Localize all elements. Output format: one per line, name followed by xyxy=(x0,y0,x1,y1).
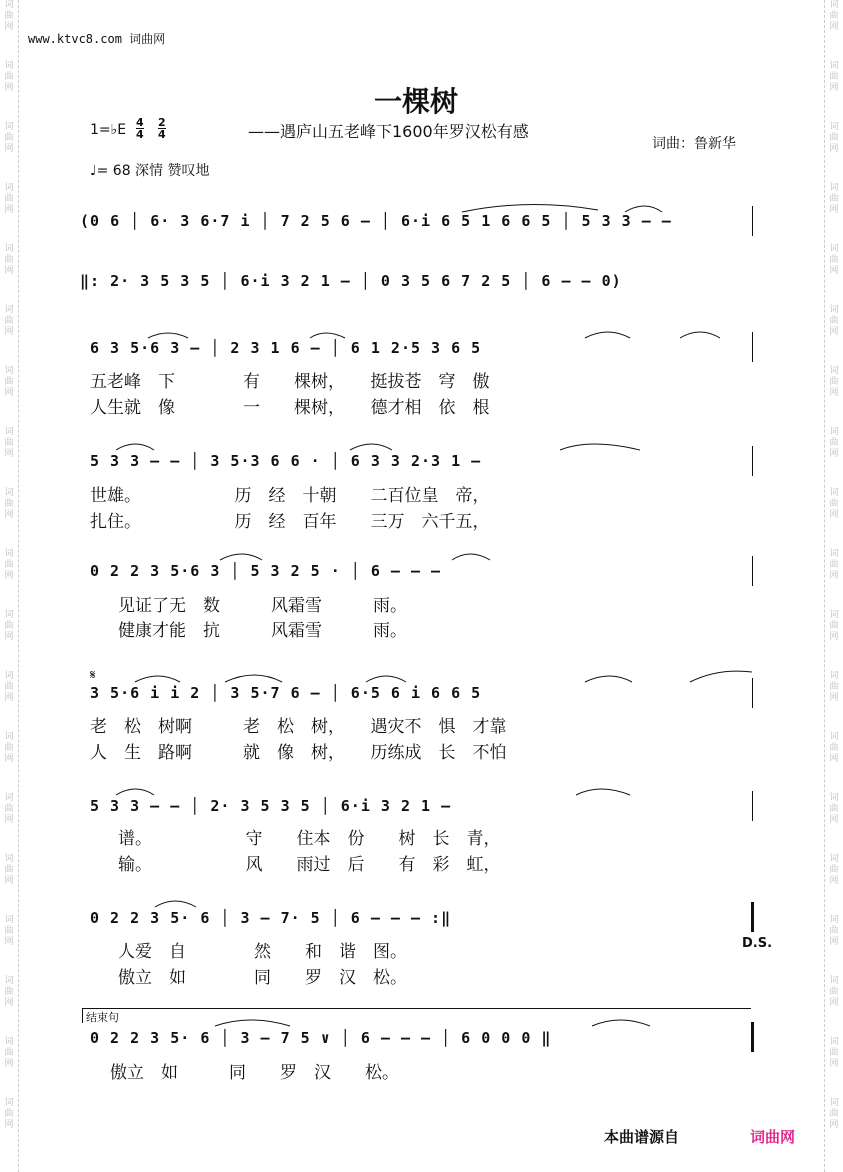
dal-segno-mark: D.S. xyxy=(742,936,773,951)
watermark-text: 词 曲 网 xyxy=(829,488,839,520)
watermark-text: 词 曲 网 xyxy=(829,1037,839,1069)
watermark-text: 词 曲 网 xyxy=(829,1098,839,1130)
segno-sign: 𝄋 xyxy=(90,668,96,683)
lyrics-row-6-verse-1: 老 松 树啊 老 松 树， 遇灾不 惧 才靠 xyxy=(90,717,507,737)
watermark-text: 词 曲 网 xyxy=(829,671,839,703)
notation-row-4: 5 3 3 – – │ 3 5·3 6 6 · │ 6 3 3 2·3 1 – xyxy=(90,452,482,470)
watermark-text: 词 曲 网 xyxy=(829,549,839,581)
watermark-text: 词 曲 网 xyxy=(829,427,839,459)
lyrics-row-4-verse-2: 扎住。 历 经 百年 三万 六千五， xyxy=(90,512,490,532)
notation-row-1: (0 6 │ 6· 3 6·7 i │ 7 2 5 6 – │ 6·i 6 5 1 6 6 5 │ 5 3 3 – – xyxy=(80,212,672,230)
lyrics-row-4-verse-1: 世雄。 历 经 十朝 二百位皇 帝， xyxy=(90,486,490,506)
lyrics-row-5-verse-2: 健康才能 抗 风霜雪 雨。 xyxy=(118,621,407,641)
watermark-text: 词 曲 网 xyxy=(4,610,14,642)
notation-row-6: 3 5·6 i i 2 │ 3 5·7 6 – │ 6·5 6 i 6 6 5 xyxy=(90,684,482,702)
watermark-text: 词 曲 网 xyxy=(829,183,839,215)
notation-row-8: 0 2 2 3 5· 6 │ 3 – 7· 5 │ 6 – – – :‖ xyxy=(90,909,452,927)
notation-row-2: ‖: 2· 3 5 3 5 │ 6·i 3 2 1 – │ 0 3 5 6 7 2 5 │ 6 – – 0) xyxy=(80,272,622,290)
lyrics-row-6-verse-2: 人 生 路啊 就 像 树， 历练成 长 不怕 xyxy=(90,743,507,763)
watermark-text: 词 曲 网 xyxy=(829,244,839,276)
watermark-text: 词 曲 网 xyxy=(4,549,14,581)
watermark-text: 词 曲 网 xyxy=(829,976,839,1008)
watermark-text: 词 曲 网 xyxy=(4,244,14,276)
lyrics-row-7-verse-2: 输。 风 雨过 后 有 彩 虹， xyxy=(118,855,501,875)
notation-ending-row: 0 2 2 3 5· 6 │ 3 – 7 5 ∨ │ 6 – – – │ 6 0 0 0 ‖ xyxy=(90,1029,552,1047)
watermark-text: 词 曲 网 xyxy=(4,61,14,93)
song-title: 一棵树 xyxy=(374,85,459,118)
watermark-text: 词 曲 网 xyxy=(829,366,839,398)
watermark-text: 词 曲 网 xyxy=(829,610,839,642)
lyrics-row-3-verse-1: 五老峰 下 有 棵树， 挺拔苍 穹 傲 xyxy=(90,372,490,392)
lyrics-row-7-verse-1: 谱。 守 住本 份 树 长 青， xyxy=(118,829,501,849)
notation-row-7: 5 3 3 – – │ 2· 3 5 3 5 │ 6·i 3 2 1 – xyxy=(90,797,452,815)
watermark-text: 词 曲 网 xyxy=(829,732,839,764)
credits: 词曲：鲁新华 xyxy=(652,136,736,152)
time-signature-4-4: 4 4 xyxy=(136,116,144,141)
song-subtitle: ——遇庐山五老峰下1600年罗汉松有感 xyxy=(248,122,529,141)
notation-row-5: 0 2 2 3 5·6 3 │ 5 3 2 5 · │ 6 – – – xyxy=(90,562,442,580)
watermark-text: 词 曲 网 xyxy=(4,1098,14,1130)
lyrics-row-3-verse-2: 人生就 像 一 棵树， 德才相 依 根 xyxy=(90,398,490,418)
watermark-text: 词 曲 网 xyxy=(4,488,14,520)
tempo-marking: ♩= 68 深情 赞叹地 xyxy=(90,163,210,179)
site-url: www.ktvc8.com 词曲网 xyxy=(28,32,166,46)
lyrics-row-8-verse-1: 人爱 自 然 和 谐 图。 xyxy=(118,942,407,962)
time-signature-2-4: 2 4 xyxy=(158,116,166,141)
key-signature: 1=♭E xyxy=(90,122,127,138)
notation-row-3: 6 3 5·6 3 – │ 2 3 1 6 – │ 6 1 2·5 3 6 5 xyxy=(90,339,482,357)
watermark-text: 词 曲 网 xyxy=(829,0,839,32)
lyrics-ending-row: 傲立 如 同 罗 汉 松。 xyxy=(110,1063,399,1083)
footer-brand-link[interactable]: 词曲网 xyxy=(750,1128,796,1146)
watermark-text: 词 曲 网 xyxy=(4,1037,14,1069)
watermark-text: 词 曲 网 xyxy=(4,915,14,947)
lyrics-row-5-verse-1: 见证了无 数 风霜雪 雨。 xyxy=(118,596,407,616)
watermark-text: 词 曲 网 xyxy=(4,305,14,337)
watermark-text: 词 曲 网 xyxy=(4,0,14,32)
watermark-text: 词 曲 网 xyxy=(829,854,839,886)
watermark-text: 词 曲 网 xyxy=(829,915,839,947)
watermark-text: 词 曲 网 xyxy=(4,732,14,764)
watermark-text: 词 曲 网 xyxy=(829,61,839,93)
ending-label: 结束句 xyxy=(86,1011,119,1024)
watermark-text: 词 曲 网 xyxy=(829,793,839,825)
watermark-text: 词 曲 网 xyxy=(4,854,14,886)
watermark-text: 词 曲 网 xyxy=(4,976,14,1008)
watermark-text: 词 曲 网 xyxy=(4,427,14,459)
lyrics-row-8-verse-2: 傲立 如 同 罗 汉 松。 xyxy=(118,968,407,988)
watermark-text: 词 曲 网 xyxy=(4,671,14,703)
watermark-text: 词 曲 网 xyxy=(4,366,14,398)
watermark-text: 词 曲 网 xyxy=(829,122,839,154)
watermark-text: 词 曲 网 xyxy=(4,183,14,215)
watermark-text: 词 曲 网 xyxy=(4,122,14,154)
footer-source-label: 本曲谱源自 xyxy=(604,1128,680,1146)
watermark-text: 词 曲 网 xyxy=(829,305,839,337)
watermark-text: 词 曲 网 xyxy=(4,793,14,825)
